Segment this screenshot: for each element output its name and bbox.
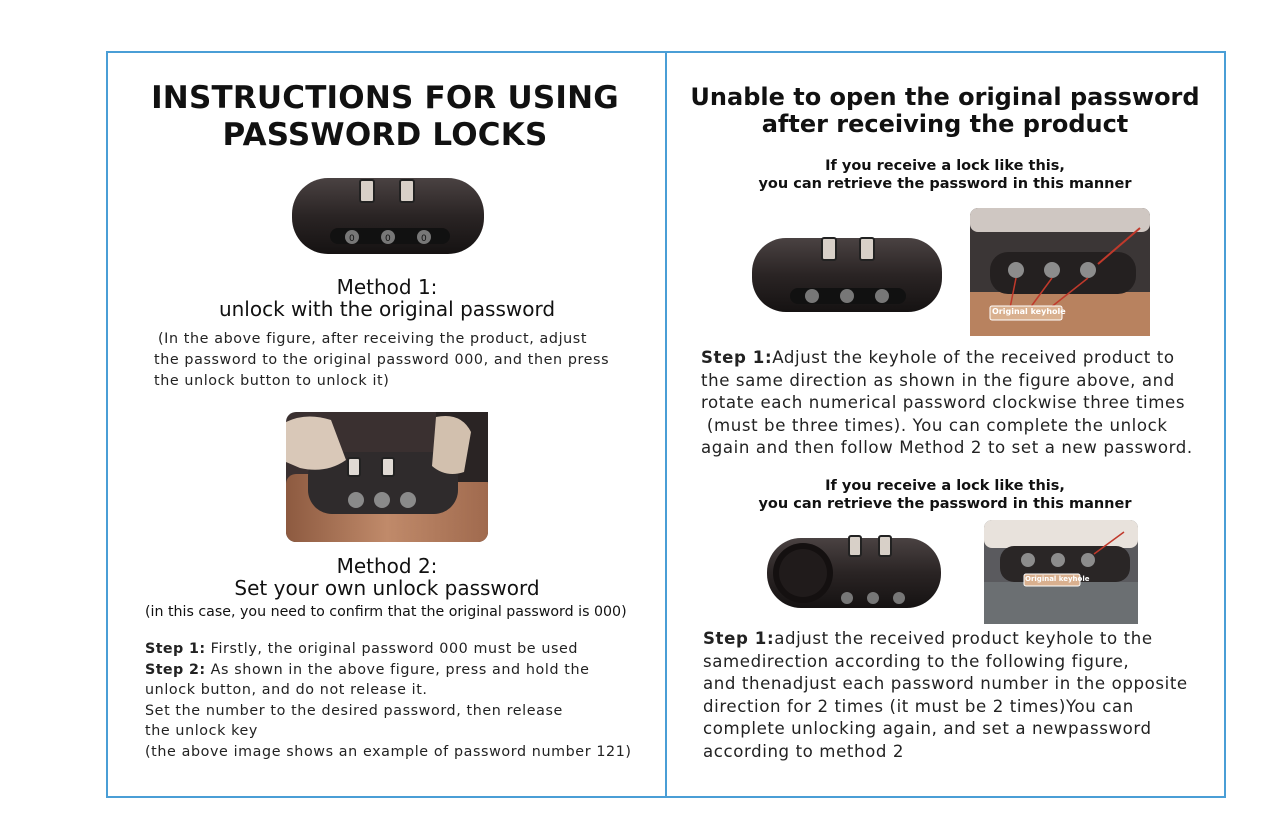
photo-original-keyhole-a: [970, 208, 1150, 336]
method-2-steps: Step 1: Firstly, the original password 000 must be used Step 2: As shown in the above figure, press and hold the unlock button, and do not release it. Set the number to the desired password, then release the unlock key (the above image shows an example of password number 121): [145, 641, 632, 760]
lock-image-original: [290, 170, 486, 260]
svg-text:0: 0: [421, 234, 427, 244]
lock-image-type-b: [765, 532, 943, 612]
lock-image-type-a: [750, 232, 944, 316]
method-1-note: (In the above figure, after receiving the product, adjust the password to the original password 000, and then press the unlock button to unlock it): [154, 331, 610, 389]
photo-press-unlock-button: [286, 412, 488, 542]
section-2-intro: If you receive a lock like this, you can retrieve the password in this manner: [758, 478, 1132, 512]
method-1-heading: Method 1: unlock with the original password: [218, 275, 556, 321]
right-title: Unable to open the original password after receiving the product: [690, 83, 1200, 138]
method-2-heading: Method 2: Set your own unlock password: [234, 554, 540, 600]
method-2-note: (in this case, you need to confirm that the original password is 000): [145, 604, 627, 620]
photo-original-keyhole-b: [984, 520, 1138, 624]
section-1-intro: If you receive a lock like this, you can retrieve the password in this manner: [758, 158, 1132, 192]
svg-text:0: 0: [385, 234, 391, 244]
svg-text:0: 0: [349, 234, 355, 244]
photo-label-original-keyhole-b: Original keyhole: [1025, 575, 1090, 583]
left-title: INSTRUCTIONS FOR USING PASSWORD LOCKS: [151, 80, 619, 153]
section-1-step: Step 1:Adjust the keyhole of the received product to the same direction as shown in the figure above, and rotate each numerical password clockwise three times (must be three times). You can complete the unlock again and then follow Method 2 to set a new password.: [701, 348, 1193, 458]
section-2-step: Step 1:adjust the received product keyhole to the samedirection according to the following figure, and thenadjust each password number in the opposite direction for 2 times (it must be 2 times)You can complete unlocking again, and set a newpassword according to method 2: [703, 629, 1188, 761]
photo-label-original-keyhole-a: Original keyhole: [992, 307, 1066, 316]
column-divider: [665, 51, 667, 798]
